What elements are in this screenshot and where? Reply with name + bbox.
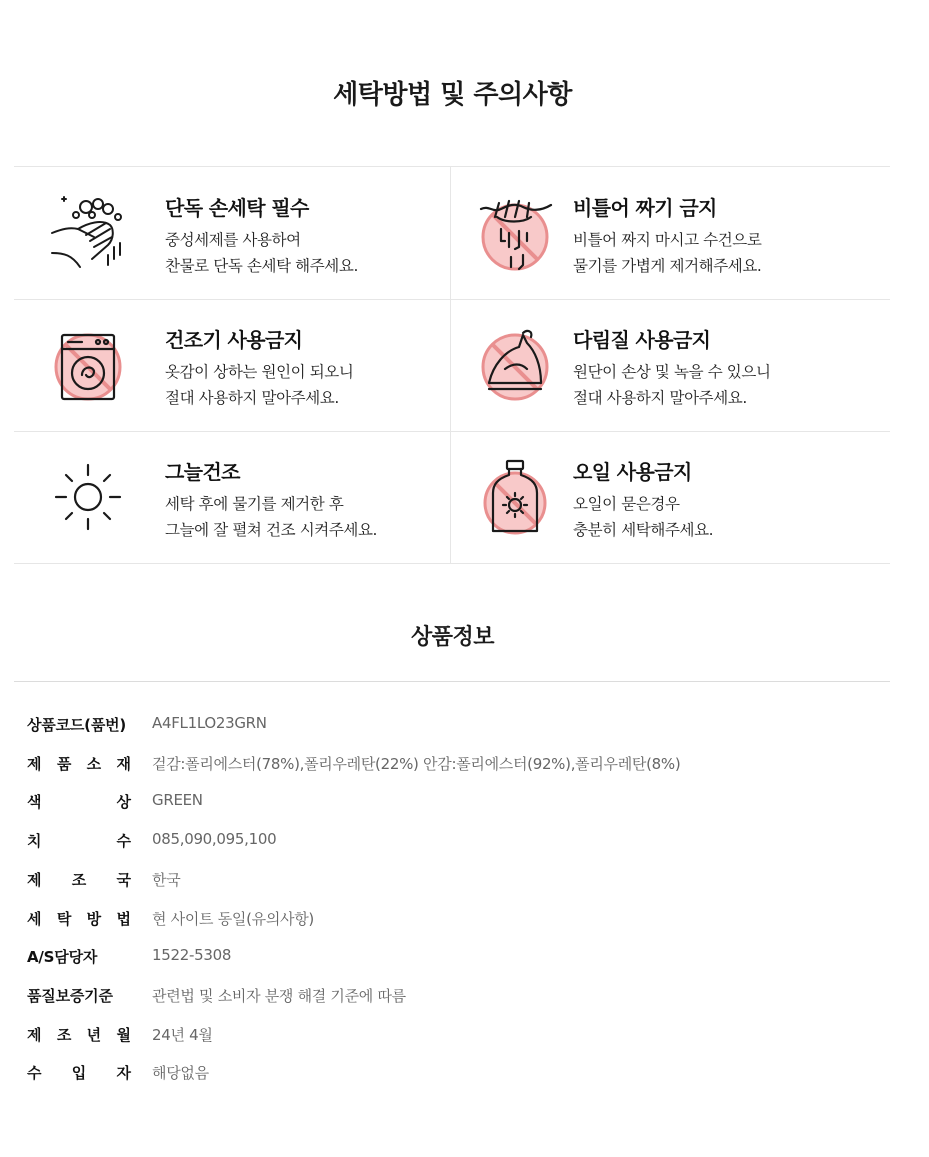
care-description-line: 비틀어 짜지 마시고 수건으로 [573, 231, 762, 249]
care-row [14, 431, 890, 564]
info-row [27, 822, 847, 860]
care-description-line: 절대 사용하지 말아주세요. [165, 389, 339, 407]
care-description [573, 491, 713, 543]
info-row [27, 783, 847, 821]
care-heading: 오일 사용금지 [573, 460, 692, 484]
care-item-shade-dry [14, 431, 450, 563]
info-label: 색 상 [27, 793, 131, 811]
care-description-line: 찬물로 단독 손세탁 해주세요. [165, 257, 358, 275]
hand-wash-icon [48, 193, 128, 273]
info-label: 세 탁 방 법 [27, 910, 131, 928]
info-value: A4FL1LO23GRN [152, 714, 267, 732]
info-row [27, 745, 847, 783]
info-value: 한국 [152, 871, 181, 889]
info-label: 수 입 자 [27, 1064, 131, 1082]
care-description [573, 359, 771, 411]
care-section-title: 세탁방법 및 주의사항 [333, 80, 572, 110]
care-row [14, 167, 890, 300]
no-dryer-icon [48, 325, 128, 405]
info-label: 상품코드(품번) [27, 716, 127, 734]
care-description-line: 세탁 후에 물기를 제거한 후 [165, 495, 344, 513]
shade-dry-icon [48, 457, 128, 537]
care-instructions-grid [14, 166, 890, 564]
care-item-hand-wash [14, 167, 450, 299]
care-description [573, 227, 761, 279]
care-description-line: 중성세제를 사용하여 [165, 231, 301, 249]
info-row [27, 1016, 847, 1054]
care-item-no-iron [451, 299, 887, 431]
care-description-line: 옷감이 상하는 원인이 되오니 [165, 363, 354, 381]
care-description-line: 물기를 가볍게 제거해주세요. [573, 257, 762, 275]
info-value: 해당없음 [152, 1064, 209, 1082]
info-row [27, 861, 847, 899]
info-label: 제 조 년 월 [27, 1026, 131, 1044]
product-info-title: 상품정보 [410, 625, 494, 650]
no-wring-icon [475, 193, 555, 273]
info-value: 24년 4월 [152, 1026, 213, 1044]
care-description [165, 227, 358, 279]
info-label: A/S담당자 [27, 948, 98, 966]
care-heading: 단독 손세탁 필수 [165, 196, 309, 220]
care-heading: 건조기 사용금지 [165, 328, 303, 352]
care-row [14, 299, 890, 432]
no-iron-icon [475, 325, 555, 405]
care-description-line: 그늘에 잘 펼쳐 건조 시켜주세요. [165, 521, 378, 539]
care-item-no-wring [451, 167, 887, 299]
info-row [27, 977, 847, 1015]
care-description [165, 491, 377, 543]
care-description-line: 충분히 세탁해주세요. [573, 521, 714, 539]
care-heading: 다림질 사용금지 [573, 328, 711, 352]
care-item-no-dryer [14, 299, 450, 431]
info-label: 제 조 국 [27, 871, 131, 889]
info-row [27, 938, 847, 976]
care-description-line: 절대 사용하지 말아주세요. [573, 389, 747, 407]
care-description [165, 359, 353, 411]
info-label: 치 수 [27, 832, 131, 850]
care-description-line: 원단이 손상 및 녹을 수 있으니 [573, 363, 771, 381]
info-row [27, 1054, 847, 1092]
info-value: 085,090,095,100 [152, 830, 277, 848]
info-value: 겉감:폴리에스터(78%),폴리우레탄(22%) 안감:폴리에스터(92%),폴리우레탄(8%) [152, 755, 681, 773]
care-heading: 그늘건조 [165, 460, 240, 484]
care-item-no-oil [451, 431, 887, 563]
care-description-line: 오일이 묻은경우 [573, 495, 680, 513]
info-value: 1522-5308 [152, 946, 232, 964]
info-label: 제 품 소 재 [27, 755, 131, 773]
info-value: 관련법 및 소비자 분쟁 해결 기준에 따름 [152, 987, 406, 1005]
grid-divider [450, 167, 451, 564]
no-oil-icon [475, 457, 555, 537]
care-heading: 비틀어 짜기 금지 [573, 196, 717, 220]
info-row [27, 900, 847, 938]
info-label: 품질보증기준 [27, 987, 113, 1005]
info-value: 현 사이트 동일(유의사항) [152, 910, 314, 928]
info-row [27, 706, 847, 744]
divider [14, 681, 890, 682]
info-value: GREEN [152, 791, 203, 809]
